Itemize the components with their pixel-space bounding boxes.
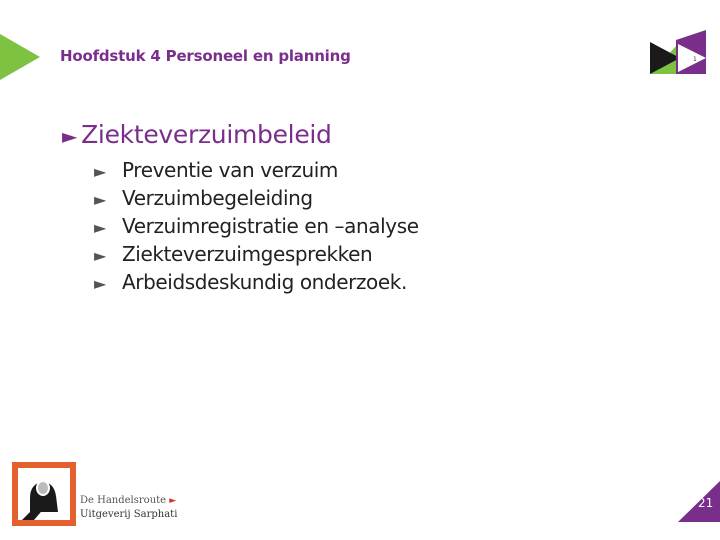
- bullet-list: [94, 156, 419, 296]
- bullet-arrow-icon: ►: [94, 246, 106, 265]
- bullet-arrow-icon: ►: [94, 218, 106, 237]
- green-triangle-decoration: [0, 34, 40, 80]
- publisher-arrow-icon: ►: [169, 496, 177, 506]
- corner-mark-bottom: 1: [693, 56, 697, 63]
- heading-arrow-icon: ►: [62, 124, 78, 148]
- bullet-item: [94, 156, 419, 184]
- corner-decoration: [650, 28, 708, 74]
- chapter-title: Hoofdstuk 4 Personeel en planning: [60, 47, 351, 65]
- bullet-item: [94, 240, 419, 268]
- bullet-arrow-icon: ►: [94, 162, 106, 181]
- publisher-line1: De Handelsroute: [80, 495, 167, 506]
- bullet-text: Verzuimregistratie en –analyse: [122, 214, 419, 238]
- page-number: 21: [698, 496, 714, 510]
- publisher-logo: [12, 462, 76, 526]
- corner-mark-top: L: [665, 41, 669, 48]
- bullet-text: Preventie van verzuim: [122, 158, 338, 182]
- bullet-arrow-icon: ►: [94, 190, 106, 209]
- bullet-item: [94, 212, 419, 240]
- publisher-line2: Uitgeverij Sarphati: [80, 509, 178, 520]
- bullet-arrow-icon: ►: [94, 274, 106, 293]
- publisher-name: [80, 494, 177, 522]
- bullet-text: Ziekteverzuimgesprekken: [122, 242, 373, 266]
- bullet-text: Arbeidsdeskundig onderzoek.: [122, 270, 407, 294]
- heading-text: Ziekteverzuimbeleid: [81, 120, 332, 149]
- bullet-text: Verzuimbegeleiding: [122, 186, 313, 210]
- slide-heading: [62, 120, 332, 149]
- bullet-item: [94, 184, 419, 212]
- bullet-item: [94, 268, 419, 296]
